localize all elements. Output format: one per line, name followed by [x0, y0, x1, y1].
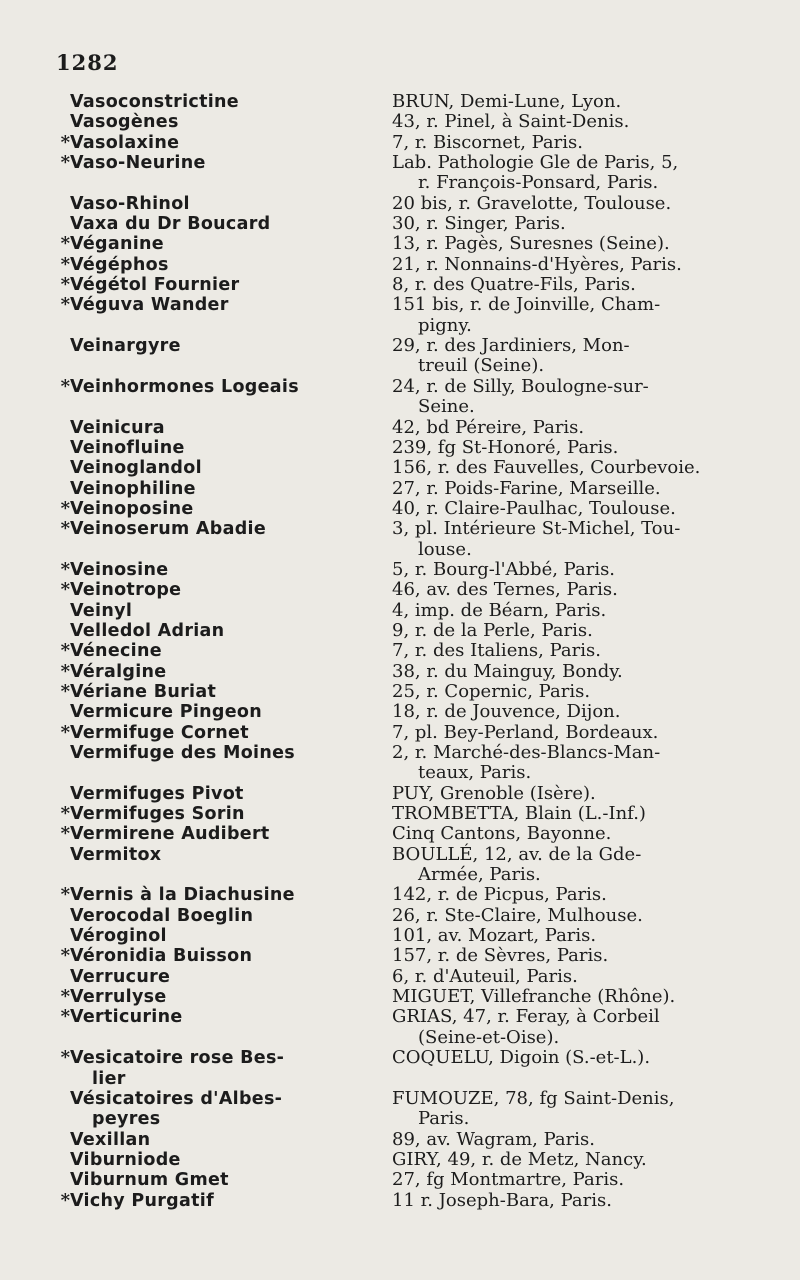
list-item	[52, 479, 792, 499]
address-line: 8, r. des Quatre-Fils, Paris.	[392, 274, 636, 296]
product-name	[70, 1170, 392, 1190]
address-line: Paris.	[418, 1108, 470, 1130]
product-name-line: Vériane Buriat	[70, 681, 217, 702]
address	[392, 499, 792, 519]
address-line: GRIAS, 47, r. Feray, à Corbeil	[392, 1006, 660, 1028]
address-line: 7, r. Biscornet, Paris.	[392, 131, 583, 153]
product-name-line: Veinoposine	[70, 498, 194, 519]
product-name-line: Vaso-Rhinol	[70, 193, 190, 214]
product-name	[70, 336, 392, 356]
entry-mark: *	[60, 131, 70, 153]
address-line: 38, r. du Mainguy, Bondy.	[392, 660, 623, 682]
product-name-line: Verrucure	[70, 966, 171, 987]
product-name	[70, 479, 392, 499]
product-name	[70, 682, 392, 702]
address	[392, 946, 792, 966]
address-line: BOULLÉ, 12, av. de la Gde-	[392, 843, 642, 865]
product-name	[70, 926, 392, 946]
entry-mark: *	[60, 884, 70, 906]
list-item	[52, 621, 792, 641]
address	[392, 438, 792, 458]
address	[392, 112, 792, 132]
entry-mark: *	[60, 1047, 70, 1069]
address	[392, 214, 792, 234]
address-line: 239, fg St-Honoré, Paris.	[392, 436, 619, 458]
product-name	[70, 438, 392, 458]
product-name-line: Veinicura	[70, 417, 165, 438]
entry-mark: *	[60, 274, 70, 296]
list-item	[52, 1048, 792, 1089]
address	[392, 295, 792, 336]
list-item	[52, 601, 792, 621]
address	[392, 926, 792, 946]
product-name	[70, 92, 392, 112]
address-line: TROMBETTA, Blain (L.-Inf.)	[392, 803, 646, 825]
address-line: MIGUET, Villefranche (Rhône).	[392, 986, 676, 1008]
address-line: PUY, Grenoble (Isère).	[392, 782, 596, 804]
list-item	[52, 906, 792, 926]
entry-mark: *	[60, 823, 70, 845]
address-line: BRUN, Demi-Lune, Lyon.	[392, 91, 622, 112]
address	[392, 702, 792, 722]
product-name	[70, 499, 392, 519]
product-name	[70, 743, 392, 763]
product-name-line: Vaso-Neurine	[70, 153, 206, 174]
product-name-line: Veinargyre	[70, 336, 181, 357]
entry-mark: *	[60, 294, 70, 316]
page-number: 1282	[56, 50, 119, 75]
product-name-line: Veinoglandol	[70, 458, 202, 479]
entry-mark: *	[60, 803, 70, 825]
address	[392, 153, 792, 194]
product-name-line: Vermicure Pingeon	[70, 702, 263, 723]
product-name	[70, 784, 392, 804]
list-item	[52, 92, 792, 112]
product-name	[70, 662, 392, 682]
address-line: 6, r. d'Auteuil, Paris.	[392, 965, 578, 987]
entry-list	[52, 92, 792, 1211]
product-name-line: Veinhormones Logeais	[70, 376, 299, 397]
entry-mark: *	[60, 152, 70, 174]
product-name	[70, 214, 392, 234]
list-item	[52, 1170, 792, 1190]
address	[392, 885, 792, 905]
list-item	[52, 1089, 792, 1130]
address-line: 156, r. des Fauvelles, Courbevoie.	[392, 457, 701, 479]
address-line: 9, r. de la Perle, Paris.	[392, 619, 593, 641]
list-item	[52, 499, 792, 519]
address-line: pigny.	[418, 314, 472, 336]
address-line: 7, r. des Italiens, Paris.	[392, 640, 601, 662]
list-item	[52, 1130, 792, 1150]
address	[392, 723, 792, 743]
product-name	[70, 824, 392, 844]
address-line: 42, bd Péreire, Paris.	[392, 416, 585, 438]
product-name-line: Veinoserum Abadie	[70, 519, 267, 540]
list-item	[52, 967, 792, 987]
product-name-line: peyres	[92, 1109, 161, 1130]
product-name-line: Verrulyse	[70, 987, 167, 1008]
address-line: 40, r. Claire-Paulhac, Toulouse.	[392, 497, 676, 519]
product-name-line: Vasolaxine	[70, 132, 180, 153]
entry-mark: *	[60, 945, 70, 967]
address	[392, 662, 792, 682]
entry-mark: *	[60, 680, 70, 702]
address-line: 27, r. Poids-Farine, Marseille.	[392, 477, 661, 499]
product-name-line: lier	[92, 1068, 126, 1089]
list-item	[52, 1191, 792, 1211]
list-item	[52, 946, 792, 966]
address	[392, 967, 792, 987]
product-name	[70, 377, 392, 397]
address	[392, 458, 792, 478]
product-name	[70, 804, 392, 824]
address-line: 25, r. Copernic, Paris.	[392, 680, 591, 702]
address	[392, 275, 792, 295]
entry-mark: *	[60, 721, 70, 743]
product-name	[70, 845, 392, 865]
address	[392, 682, 792, 702]
address	[392, 234, 792, 254]
address	[392, 1007, 792, 1048]
product-name-line: Verocodal Boeglin	[70, 905, 254, 926]
address-line: 29, r. des Jardiniers, Mon-	[392, 335, 630, 357]
address-line: 18, r. de Jouvence, Dijon.	[392, 701, 621, 723]
entry-mark: *	[60, 986, 70, 1008]
list-item	[52, 1150, 792, 1170]
address-line: 89, av. Wagram, Paris.	[392, 1128, 595, 1150]
product-name	[70, 234, 392, 254]
address-line: 3, pl. Intérieure St-Michel, Tou-	[392, 518, 681, 540]
product-name	[70, 621, 392, 641]
product-name	[70, 885, 392, 905]
list-item	[52, 255, 792, 275]
product-name-line: Vasoconstrictine	[70, 92, 239, 112]
product-name	[70, 1007, 392, 1027]
product-name-line: Vermirene Audibert	[70, 824, 270, 845]
product-name-line: Verticurine	[70, 1007, 183, 1028]
entry-mark: *	[60, 1189, 70, 1211]
product-name	[70, 275, 392, 295]
address-line: 4, imp. de Béarn, Paris.	[392, 599, 607, 621]
list-item	[52, 275, 792, 295]
address	[392, 1191, 792, 1211]
address-line: 13, r. Pagès, Suresnes (Seine).	[392, 233, 670, 255]
product-name-line: Vernis à la Diachusine	[70, 885, 295, 906]
address	[392, 560, 792, 580]
address-line: 26, r. Ste-Claire, Mulhouse.	[392, 904, 643, 926]
product-name	[70, 580, 392, 600]
product-name-line: Vermifuge Cornet	[70, 722, 249, 743]
address-line: 27, fg Montmartre, Paris.	[392, 1169, 625, 1191]
product-name-line: Vermitox	[70, 844, 162, 865]
address	[392, 1150, 792, 1170]
product-name	[70, 519, 392, 539]
list-item	[52, 723, 792, 743]
entry-mark: *	[60, 253, 70, 275]
address-line: 21, r. Nonnains-d'Hyères, Paris.	[392, 253, 682, 275]
address-line: 46, av. des Ternes, Paris.	[392, 579, 618, 601]
product-name-line: Veinyl	[70, 600, 133, 621]
product-name-line: Vermifuges Pivot	[70, 783, 244, 804]
product-name	[70, 255, 392, 275]
product-name-line: Vermifuges Sorin	[70, 804, 245, 825]
address-line: COQUELU, Digoin (S.-et-L.).	[392, 1047, 651, 1069]
product-name-line: Velledol Adrian	[70, 620, 225, 641]
list-item	[52, 458, 792, 478]
address	[392, 479, 792, 499]
address	[392, 601, 792, 621]
list-item	[52, 987, 792, 1007]
product-name-line: Vexillan	[70, 1129, 151, 1150]
entry-mark: *	[60, 518, 70, 540]
product-name	[70, 1130, 392, 1150]
address-line: Armée, Paris.	[418, 864, 541, 886]
entry-mark: *	[60, 233, 70, 255]
address-line: 11 r. Joseph-Bara, Paris.	[392, 1189, 612, 1211]
address-line: Cinq Cantons, Bayonne.	[392, 823, 612, 845]
address-line: 151 bis, r. de Joinville, Cham-	[392, 294, 661, 316]
list-item	[52, 641, 792, 661]
product-name	[70, 1150, 392, 1170]
address	[392, 580, 792, 600]
list-item	[52, 885, 792, 905]
address-line: 2, r. Marché-des-Blancs-Man-	[392, 742, 661, 763]
list-item	[52, 743, 792, 784]
product-name	[70, 295, 392, 315]
product-name-line: Véralgine	[70, 661, 167, 682]
product-name-line: Vésicatoires d'Albes-	[70, 1088, 283, 1109]
product-name	[70, 194, 392, 214]
address	[392, 987, 792, 1007]
address-line: 5, r. Bourg-l'Abbé, Paris.	[392, 558, 616, 580]
list-item	[52, 1007, 792, 1048]
product-name-line: Vermifuge des Moines	[70, 743, 295, 763]
list-item	[52, 804, 792, 824]
list-item	[52, 112, 792, 132]
address	[392, 1089, 792, 1130]
list-item	[52, 824, 792, 844]
product-name	[70, 967, 392, 987]
product-name	[70, 601, 392, 621]
address	[392, 804, 792, 824]
address-line: teaux, Paris.	[418, 762, 532, 784]
address-line: 142, r. de Picpus, Paris.	[392, 884, 607, 906]
product-name-line: Véronidia Buisson	[70, 946, 253, 967]
product-name-line: Végéphos	[70, 254, 169, 275]
address-line: Lab. Pathologie Gle de Paris, 5,	[392, 152, 679, 174]
product-name-line: Veinotrope	[70, 580, 182, 601]
product-name-line: Veinosine	[70, 559, 169, 580]
list-item	[52, 560, 792, 580]
product-name	[70, 153, 392, 173]
address	[392, 133, 792, 153]
product-name	[70, 1048, 392, 1089]
product-name	[70, 723, 392, 743]
address	[392, 1130, 792, 1150]
address	[392, 336, 792, 377]
list-item	[52, 784, 792, 804]
product-name	[70, 946, 392, 966]
address	[392, 1170, 792, 1190]
list-item	[52, 153, 792, 194]
address-line: 30, r. Singer, Paris.	[392, 213, 566, 235]
address-line: Seine.	[418, 396, 475, 418]
product-name	[70, 458, 392, 478]
list-item	[52, 234, 792, 254]
product-name	[70, 1191, 392, 1211]
address	[392, 845, 792, 886]
address-line: r. François-Ponsard, Paris.	[418, 172, 659, 194]
address-line: louse.	[418, 538, 472, 560]
address	[392, 824, 792, 844]
address-line: treuil (Seine).	[418, 355, 545, 377]
product-name-line: Viburniode	[70, 1149, 181, 1170]
product-name-line: Véroginol	[70, 926, 167, 947]
product-name	[70, 133, 392, 153]
entry-mark: *	[60, 497, 70, 519]
address	[392, 418, 792, 438]
entry-mark: *	[60, 375, 70, 397]
list-item	[52, 295, 792, 336]
address	[392, 784, 792, 804]
product-name	[70, 1089, 392, 1130]
list-item	[52, 336, 792, 377]
entry-mark: *	[60, 579, 70, 601]
product-name-line: Vasogènes	[70, 112, 179, 133]
address-line: FUMOUZE, 78, fg Saint-Denis,	[392, 1087, 675, 1109]
address-line: (Seine-et-Oise).	[418, 1026, 560, 1048]
product-name-line: Vénecine	[70, 641, 162, 662]
product-name-line: Vaxa du Dr Boucard	[70, 214, 271, 235]
product-name-line: Veinofluine	[70, 437, 185, 458]
product-name-line: Veinophiline	[70, 478, 196, 499]
address-line: 101, av. Mozart, Paris.	[392, 925, 597, 947]
product-name-line: Végétol Fournier	[70, 275, 240, 296]
address-line: 20 bis, r. Gravelotte, Toulouse.	[392, 192, 672, 214]
address	[392, 92, 792, 112]
product-name	[70, 702, 392, 722]
product-name	[70, 112, 392, 132]
list-item	[52, 377, 792, 418]
entry-mark: *	[60, 640, 70, 662]
address-line: 43, r. Pinel, à Saint-Denis.	[392, 111, 630, 133]
product-name	[70, 987, 392, 1007]
product-name-line: Véganine	[70, 234, 164, 255]
address	[392, 743, 792, 784]
product-name	[70, 906, 392, 926]
address-line: 7, pl. Bey-Perland, Bordeaux.	[392, 721, 659, 743]
list-item	[52, 133, 792, 153]
address	[392, 621, 792, 641]
list-item	[52, 662, 792, 682]
entry-mark: *	[60, 1006, 70, 1028]
address-line: GIRY, 49, r. de Metz, Nancy.	[392, 1148, 647, 1170]
address	[392, 255, 792, 275]
list-item	[52, 194, 792, 214]
list-item	[52, 214, 792, 234]
address-line: 157, r. de Sèvres, Paris.	[392, 945, 609, 967]
product-name	[70, 560, 392, 580]
entry-mark: *	[60, 660, 70, 682]
product-name	[70, 641, 392, 661]
list-item	[52, 702, 792, 722]
product-name-line: Vesicatoire rose Bes-	[70, 1048, 285, 1069]
address	[392, 377, 792, 418]
address-line: 24, r. de Silly, Boulogne-sur-	[392, 375, 649, 397]
list-item	[52, 682, 792, 702]
product-name-line: Véguva Wander	[70, 295, 229, 316]
product-name	[70, 418, 392, 438]
list-item	[52, 519, 792, 560]
list-item	[52, 580, 792, 600]
address	[392, 194, 792, 214]
address	[392, 906, 792, 926]
list-item	[52, 845, 792, 886]
address	[392, 519, 792, 560]
address	[392, 1048, 792, 1068]
list-item	[52, 926, 792, 946]
entry-mark: *	[60, 558, 70, 580]
list-item	[52, 438, 792, 458]
product-name-line: Viburnum Gmet	[70, 1170, 229, 1191]
product-name-line: Vichy Purgatif	[70, 1190, 214, 1211]
list-item	[52, 418, 792, 438]
address	[392, 641, 792, 661]
